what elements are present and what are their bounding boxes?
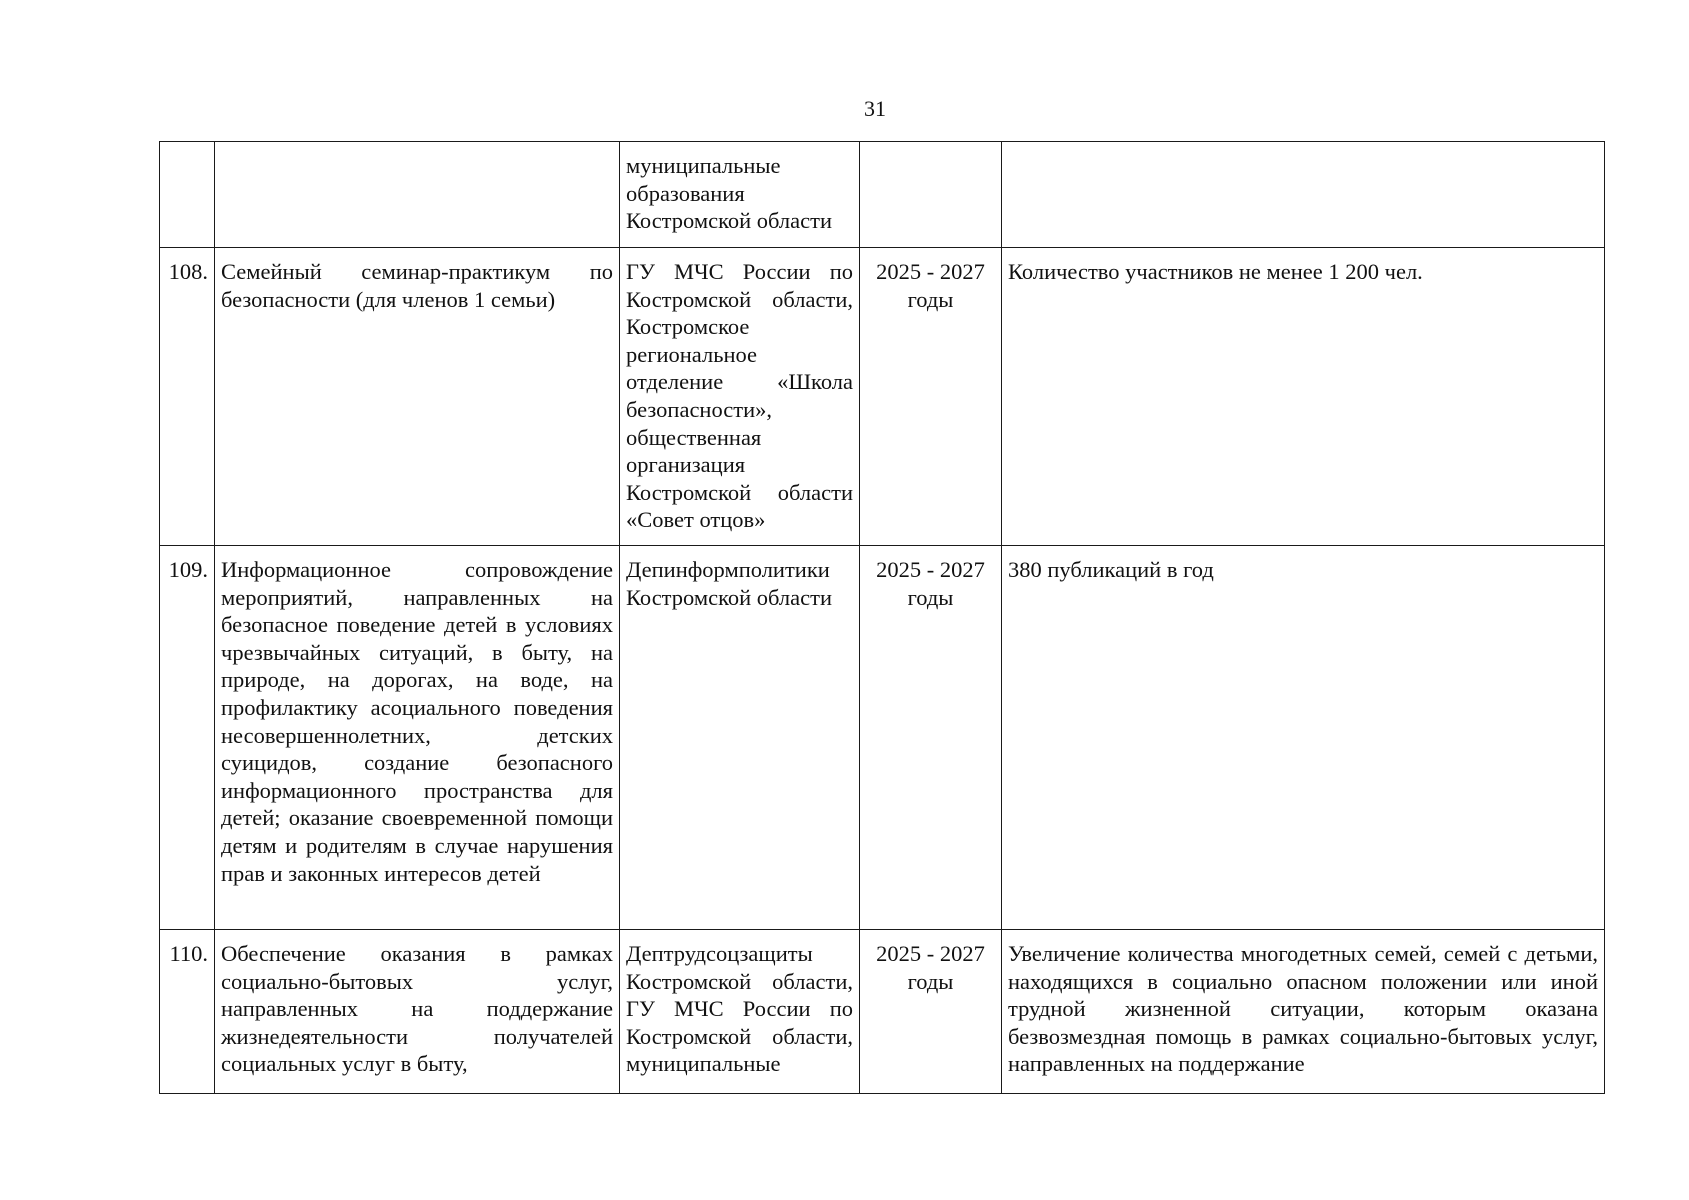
table-row-109 bbox=[160, 546, 1605, 930]
cell-measure-name: Информационное сопровождение мероприятий, направленных на безопасное поведение детей в условиях чрезвычайных ситуаций, в быту, на природе, на дорогах, на воде, на профилактику асоциального поведения несовершеннолетних, детских суицидов, создание безопасного информационного пространства для детей; оказание своевременной помощи детям и родителям в случае нарушения прав и законных интересов детей bbox=[215, 546, 620, 930]
executor-line: образования bbox=[626, 180, 745, 206]
cell-executor: Депинформполитики Костромской области bbox=[620, 546, 860, 930]
cell-term: 2025 - 2027 годы bbox=[860, 546, 1002, 930]
cell-executor: Дептрудсоцзащиты Костромской области, ГУ МЧС России по Костромской области, муниципальные bbox=[620, 930, 860, 1094]
cell-measure-name: Семейный семинар-практикум по безопасности (для членов 1 семьи) bbox=[215, 248, 620, 546]
table-row-continuation bbox=[160, 142, 1605, 248]
table-row-110 bbox=[160, 930, 1605, 1094]
cell-term bbox=[860, 142, 1002, 248]
cell-result: Количество участников не менее 1 200 чел. bbox=[1002, 248, 1605, 546]
cell-result: Увеличение количества многодетных семей, семей с детьми, находящихся в социально опасном положении или иной трудной жизненной ситуации, которым оказана безвозмездная помощь в рамках социально-бытовых услуг, направленных на поддержание bbox=[1002, 930, 1605, 1094]
table-row-108 bbox=[160, 248, 1605, 546]
measures-table bbox=[159, 141, 1605, 1094]
cell-measure-name: Обеспечение оказания в рамках социально-бытовых услуг, направленных на поддержание жизнедеятельности получателей социальных услуг в быту, bbox=[215, 930, 620, 1094]
cell-number: 109. bbox=[160, 546, 215, 930]
executor-line: муниципальные bbox=[626, 153, 781, 178]
cell-term: 2025 - 2027 годы bbox=[860, 930, 1002, 1094]
cell-result bbox=[1002, 142, 1605, 248]
cell-number: 110. bbox=[160, 930, 215, 1094]
cell-executor bbox=[620, 142, 860, 248]
cell-term: 2025 - 2027 годы bbox=[860, 248, 1002, 546]
cell-number: 108. bbox=[160, 248, 215, 546]
page-number: 31 bbox=[864, 96, 886, 121]
cell-measure-name bbox=[215, 142, 620, 248]
executor-line: Костромской области bbox=[626, 208, 833, 234]
cell-result: 380 публикаций в год bbox=[1002, 546, 1605, 930]
cell-number bbox=[160, 142, 215, 248]
cell-executor: ГУ МЧС России по Костромской области, Костромское региональное отделение «Школа безопасности», общественная организация Костромской области «Совет отцов» bbox=[620, 248, 860, 546]
